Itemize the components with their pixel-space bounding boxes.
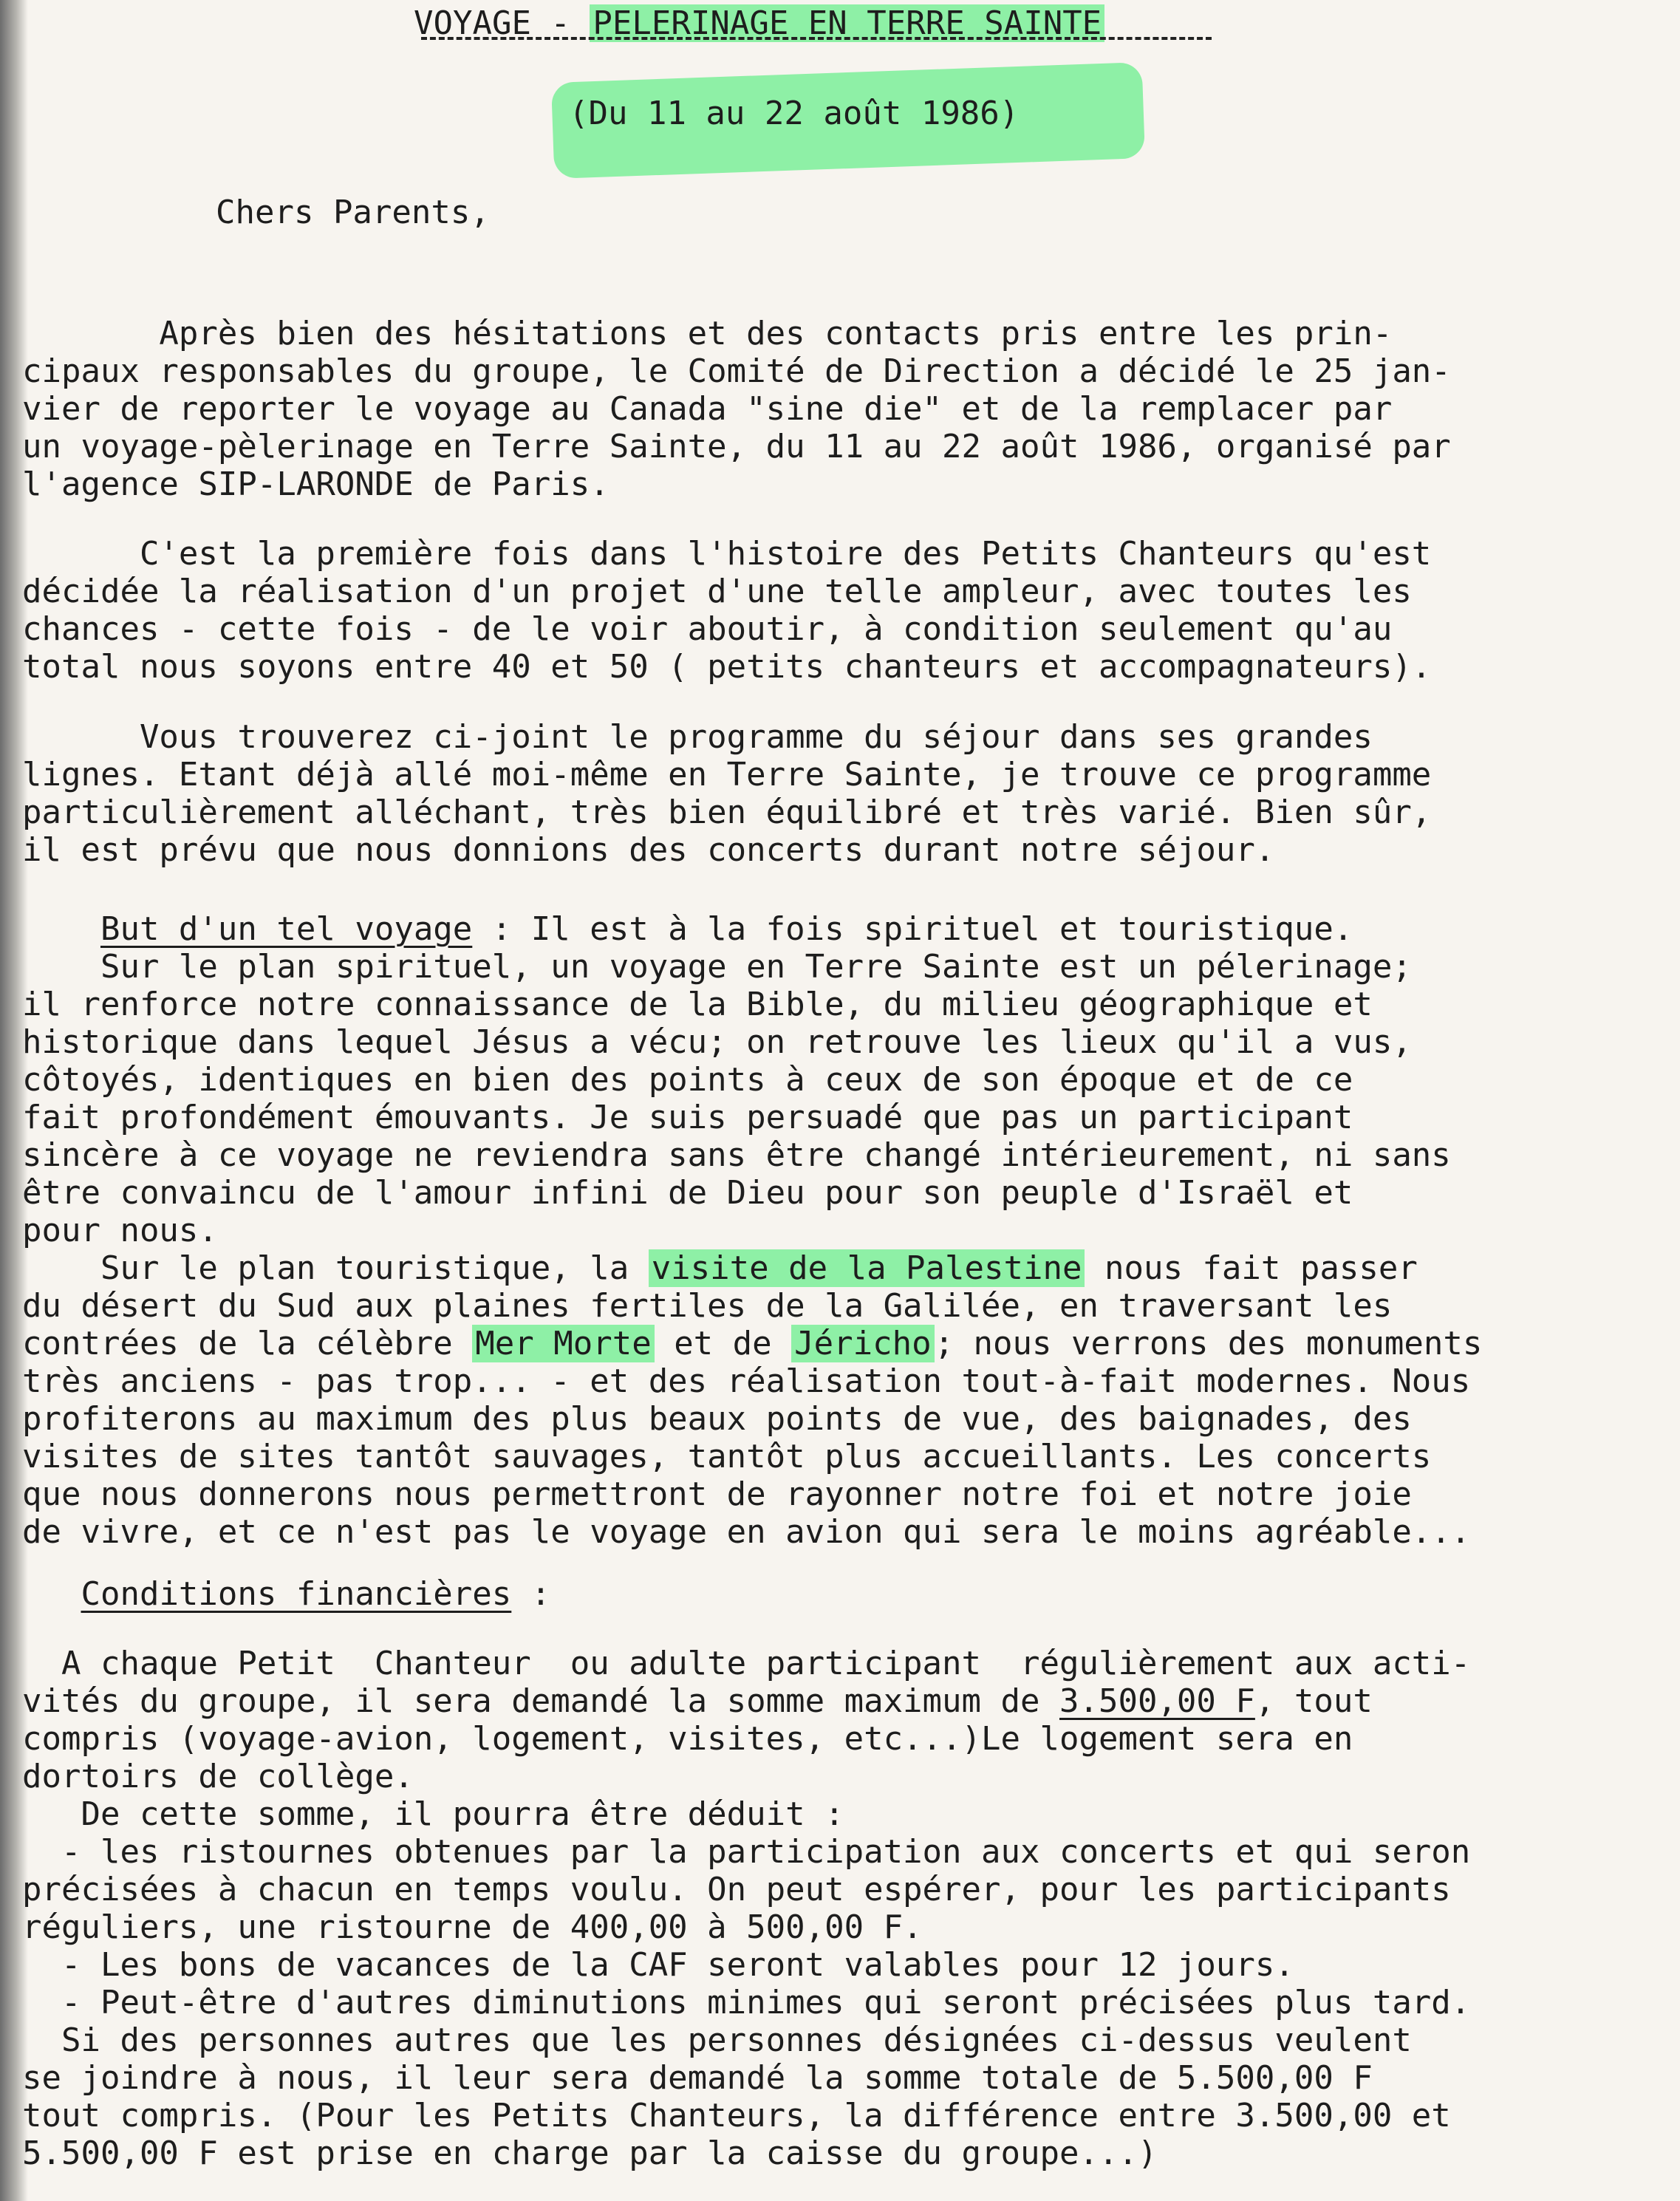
max-amount: 3.500,00 F xyxy=(1059,1682,1255,1720)
text-line: Vous trouverez ci-joint le programme du séjour dans ses grandes xyxy=(22,718,1373,756)
text-line: - Peut-être d'autres diminutions minimes qui seront précisées plus tard. xyxy=(22,1984,1471,2021)
conditions-heading-rest: : xyxy=(511,1575,551,1613)
text-line: A chaque Petit Chanteur ou adulte participant régulièrement aux acti- xyxy=(22,1645,1471,1682)
text-span: nous fait passer xyxy=(1085,1249,1418,1287)
text-line: l'agence SIP-LARONDE de Paris. xyxy=(22,465,609,503)
text-line: historique dans lequel Jésus a vécu; on retrouve les lieux qu'il a vus, xyxy=(22,1023,1412,1061)
letter-page xyxy=(22,0,1670,2201)
text-line: un voyage-pèlerinage en Terre Sainte, du 11 au 22 août 1986, organisé par xyxy=(22,428,1451,465)
text-line: du désert du Sud aux plaines fertiles de la Galilée, en traversant les xyxy=(22,1287,1393,1325)
title-highlight: PELERINAGE EN TERRE SAINTE xyxy=(590,4,1104,42)
text-line: profiterons au maximum des plus beaux points de vue, des baignades, des xyxy=(22,1400,1412,1438)
text-line: décidée la réalisation d'un projet d'une telle ampleur, avec toutes les xyxy=(22,573,1412,610)
text-line: visites de sites tantôt sauvages, tantôt plus accueillants. Les concerts xyxy=(22,1438,1432,1475)
text-span: ; nous verrons des monuments xyxy=(934,1325,1483,1362)
paragraph-2 xyxy=(22,535,1647,686)
text-line: vier de reporter le voyage au Canada "sine die" et de la remplacer par xyxy=(22,390,1393,428)
paragraph-purpose xyxy=(22,910,1647,1551)
text-line: lignes. Etant déjà allé moi-même en Terre Sainte, je trouve ce programme xyxy=(22,756,1432,794)
text-span: et de xyxy=(654,1325,792,1362)
contrees-line xyxy=(22,1325,1647,1362)
highlight-palestine: visite de la Palestine xyxy=(649,1249,1085,1287)
text-line: dortoirs de collège. xyxy=(22,1758,414,1795)
text-line: compris (voyage-avion, logement, visites, etc...)Le logement sera en xyxy=(22,1720,1353,1758)
trip-dates: (Du 11 au 22 août 1986) xyxy=(569,95,1020,132)
paragraph-conditions xyxy=(22,1645,1647,2172)
text-line: chances - cette fois - de le voir aboutir, à condition seulement qu'au xyxy=(22,610,1393,648)
amount-line xyxy=(22,1682,1647,1720)
text-line: pour nous. xyxy=(22,1212,218,1249)
conditions-heading: Conditions financières xyxy=(81,1575,512,1613)
text-line: il est prévu que nous donnions des concerts durant notre séjour. xyxy=(22,831,1275,869)
purpose-heading-rest: : Il est à la fois spirituel et touristique. xyxy=(472,910,1353,948)
purpose-heading: But d'un tel voyage xyxy=(100,910,473,948)
highlight-mer-morte: Mer Morte xyxy=(472,1325,654,1362)
conditions-heading-block xyxy=(22,1575,1647,1613)
text-line: tout compris. (Pour les Petits Chanteurs, la différence entre 3.500,00 et xyxy=(22,2097,1451,2135)
text-line: Sur le plan spirituel, un voyage en Terre Sainte est un pélerinage; xyxy=(22,948,1412,986)
conditions-heading-line xyxy=(22,1575,1647,1613)
text-line: réguliers, une ristourne de 400,00 à 500,00 F. xyxy=(22,1908,923,1946)
text-line: précisées à chacun en temps voulu. On peut espérer, pour les participants xyxy=(22,1871,1451,1908)
text-line: particulièrement alléchant, très bien équilibré et très varié. Bien sûr, xyxy=(22,794,1432,831)
text-line: cipaux responsables du groupe, le Comité de Direction a décidé le 25 jan- xyxy=(22,352,1451,390)
text-line: - Les bons de vacances de la CAF seront valables pour 12 jours. xyxy=(22,1946,1294,1984)
paragraph-1 xyxy=(22,315,1647,503)
text-line: côtoyés, identiques en bien des points à ceux de son époque et de ce xyxy=(22,1061,1353,1099)
text-line: fait profondément émouvants. Je suis persuadé que pas un participant xyxy=(22,1099,1353,1136)
text-span: vités du groupe, il sera demandé la somme maximum de xyxy=(22,1682,1059,1720)
paragraph-3 xyxy=(22,718,1647,869)
highlight-jericho: Jéricho xyxy=(791,1325,934,1362)
text-line: de vivre, et ce n'est pas le voyage en avion qui sera le moins agréable... xyxy=(22,1513,1471,1551)
text-line: C'est la première fois dans l'histoire des Petits Chanteurs qu'est xyxy=(22,535,1432,573)
text-line: sincère à ce voyage ne reviendra sans être changé intérieurement, ni sans xyxy=(22,1136,1451,1174)
title-prefix: VOYAGE - xyxy=(414,4,570,42)
text-line: Après bien des hésitations et des contacts pris entre les prin- xyxy=(22,315,1393,352)
text-span: Sur le plan touristique, la xyxy=(22,1249,649,1287)
text-line: De cette somme, il pourra être déduit : xyxy=(22,1795,844,1833)
text-line: être convaincu de l'amour infini de Dieu pour son peuple d'Israël et xyxy=(22,1174,1353,1212)
text-span: , tout xyxy=(1254,1682,1373,1720)
text-line: se joindre à nous, il leur sera demandé la somme totale de 5.500,00 F xyxy=(22,2059,1373,2097)
text-line: - les ristournes obtenues par la participation aux concerts et qui seron xyxy=(22,1833,1471,1871)
title-dashed-rule xyxy=(421,37,1212,40)
tourism-line xyxy=(22,1249,1647,1287)
text-line: très anciens - pas trop... - et des réalisation tout-à-fait modernes. Nous xyxy=(22,1362,1471,1400)
text-span: contrées de la célèbre xyxy=(22,1325,473,1362)
text-line: Si des personnes autres que les personnes désignées ci-dessus veulent xyxy=(22,2021,1412,2059)
purpose-heading-line xyxy=(22,910,1647,948)
text-line: 5.500,00 F est prise en charge par la caisse du groupe...) xyxy=(22,2135,1158,2172)
text-line: il renforce notre connaissance de la Bible, du milieu géographique et xyxy=(22,986,1373,1023)
text-line: que nous donnerons nous permettront de rayonner notre foi et notre joie xyxy=(22,1475,1412,1513)
salutation: Chers Parents, xyxy=(216,194,490,231)
text-line: total nous soyons entre 40 et 50 ( petits chanteurs et accompagnateurs). xyxy=(22,648,1432,686)
